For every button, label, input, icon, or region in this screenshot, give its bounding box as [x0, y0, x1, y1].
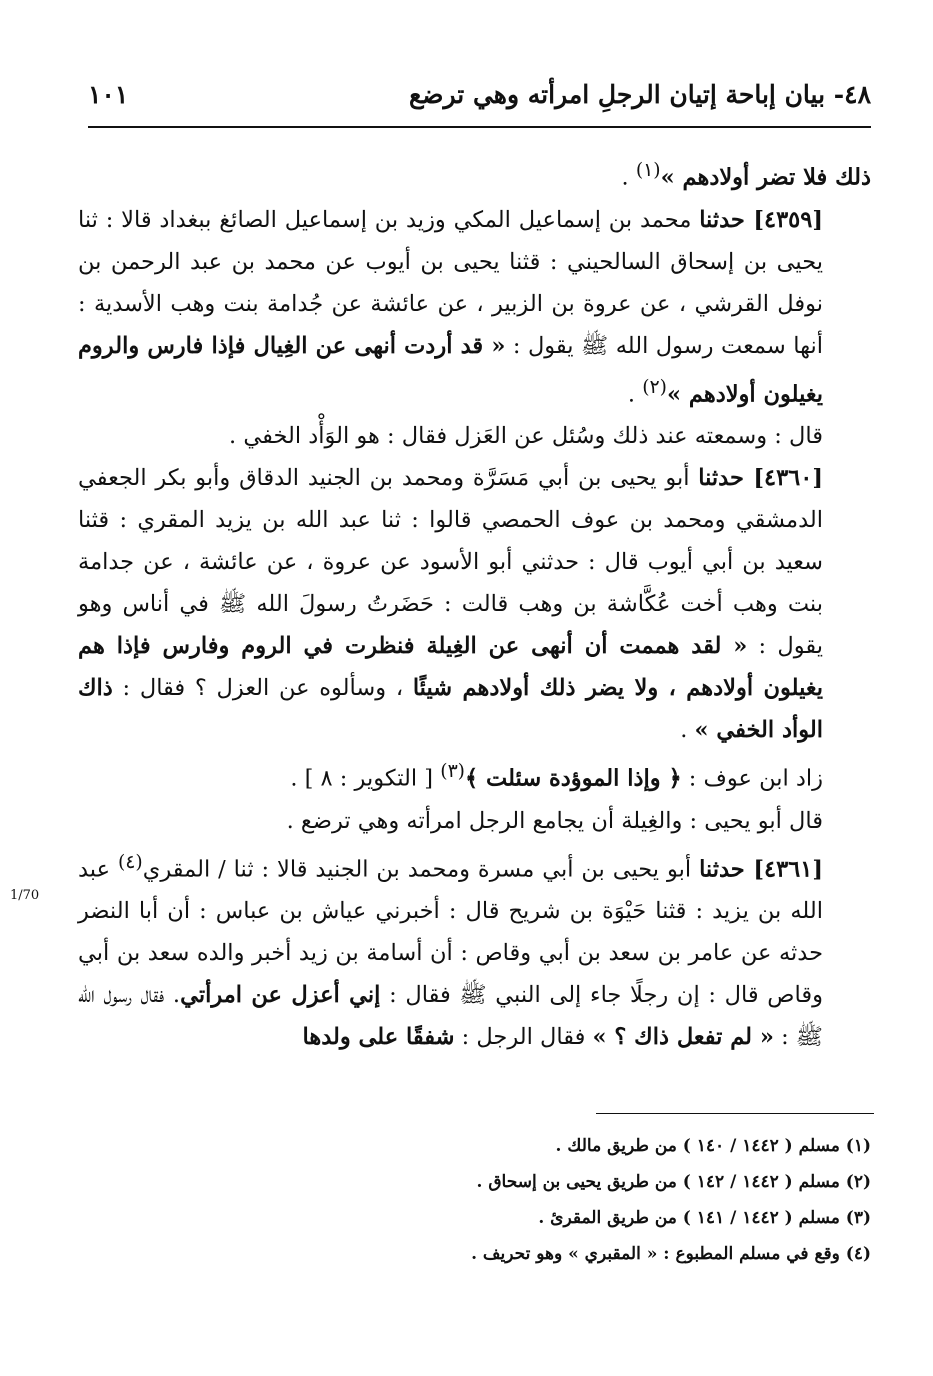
hadith-chain-2: عبد الله بن يزيد : قثنا حَيْوَة بن شريح قال : أخبرني عياش بن عباس : أن أبا النضر حدثه عن عامر بن سعد بن أبي وقاص : أن أسامة بن زيد أخبر والده سعد بن أبي وقاص قال : إن رجلًا جاء إلى النبي ﷺ فقال :: [78, 856, 823, 1008]
running-header: [88, 78, 871, 122]
manuscript-folio-note: 1/70: [10, 888, 40, 903]
hadith-quote-2: ذاك الوأد الخفي »: [78, 675, 823, 743]
hadith-middle: . فقال رسول الله ﷺ :: [78, 982, 823, 1050]
paragraph-tail: .: [680, 717, 695, 743]
footnote-ref: (٤): [117, 851, 143, 873]
footnotes: [300, 1128, 871, 1272]
page-number: ١٠١: [88, 80, 129, 109]
hadith-lead: حدثنا: [699, 856, 754, 882]
bold-quote: ذلك فلا تضر أولادهم »: [660, 164, 871, 191]
footnote-item: (١) مسلم ( ١٤٤٢ / ١٤٠ ) من طريق مالك .: [555, 1136, 871, 1156]
footnote-ref: (٣): [440, 761, 465, 782]
hadith-4361: [78, 842, 871, 1059]
hadith-chain: محمد بن إسماعيل المكي وزيد بن إسماعيل الصائغ ببغداد قالا : ثنا يحيى بن إسحاق السالحيني : قثنا يحيى بن أيوب عن محمد بن عبد الرحمن بن نوفل القرشي ، عن عروة بن الزبير ، عن عائشة عن جُدامة بنت وهب الأسدية : أنها سمعت رسول الله ﷺ يقول :: [78, 206, 824, 359]
header-divider: [88, 126, 871, 128]
addition-line: [78, 751, 871, 800]
quran-quote: ﴿ وإذا الموؤدة سئلت ﴾: [464, 765, 682, 792]
hadith-quote-2: « لم تفعل ذاك ؟ »: [592, 1024, 774, 1050]
hadith-number: [٤٣٥٩]: [753, 206, 823, 233]
footnote-item: (٤) وقع في مسلم المطبوع : « المقبري » وهو تحريف .: [471, 1244, 871, 1264]
hadith-quote-3: شفقًا على ولدها: [302, 1024, 455, 1050]
hadith-4360: [78, 457, 871, 751]
paragraph-tail: .: [621, 164, 636, 191]
footnote-ref: (١): [635, 160, 661, 181]
hadith-middle: ، وسألوه عن العزل ؟ فقال :: [112, 675, 413, 701]
hadith-lead: حدثنا: [699, 206, 754, 233]
hadith-chain: أبو يحيى بن أبي مسرة ومحمد بن الجنيد قالا : ثنا / المقري: [142, 856, 700, 882]
paragraph-tail: .: [627, 381, 643, 407]
footnote-divider: [596, 1113, 874, 1114]
hadith-number: [٤٣٦٠]: [753, 465, 823, 491]
narration-line: قال : وسمعته عند ذلك وسُئل عن العَزل فقال : هو الوَأْد الخفي .: [229, 423, 823, 449]
footnote-item: (٢) مسلم ( ١٤٤٢ / ١٤٢ ) من طريق يحيى بن إسحاق .: [476, 1172, 871, 1192]
hadith-chain: أبو يحيى بن أبي مَسَرَّة ومحمد بن الجنيد الدقاق وأبو بكر الجعفي الدمشقي ومحمد بن عوف الحمصي قالوا : ثنا عبد الله بن يزيد المقري : قثنا سعيد بن أبي أيوب قال : حدثني أبو الأسود عن عروة ، عن عائشة ، عن جدامة بنت وهب أخت عُكَّاشة بن وهب قالت : حَضَرتُ رسولَ الله ﷺ في أناس وهو يقول :: [78, 465, 823, 659]
hadith-lead: حدثنا: [698, 465, 754, 491]
quran-reference: [ التكوير : ٨ ] .: [290, 765, 441, 792]
main-text: [78, 150, 871, 1058]
hadith-quote: إني أعزل عن امرأتي: [180, 982, 381, 1008]
hadith-quote: « لقد هممت أن أنهى عن الغِيلة فنظرت في الروم وفارس فإذا هم يغيلون أولادهم ، ولا يضر ذلك أولادهم شيئًا: [78, 633, 823, 701]
footnote-item: (٣) مسلم ( ١٤٤٢ / ١٤١ ) من طريق المقرئ .: [538, 1208, 871, 1228]
hadith-quote: « قد أردت أنهى عن الغِيال فإذا فارس والروم يغيلون أولادهم »: [78, 332, 823, 407]
addition-lead: زاد ابن عوف :: [681, 765, 823, 792]
hadith-number: [٤٣٦١]: [753, 856, 823, 882]
paragraph-continuation: [78, 150, 871, 199]
hadith-middle-2: فقال الرجل :: [454, 1024, 593, 1050]
footnote-ref: (٢): [642, 376, 667, 398]
chapter-title: ٤٨- بيان إباحة إتيان الرجلِ امرأته وهي ترضع: [408, 80, 871, 109]
hadith-4359: [78, 199, 871, 416]
explanation-line: قال أبو يحيى : والغِيلة أن يجامع الرجل امرأته وهي ترضع .: [286, 807, 823, 834]
